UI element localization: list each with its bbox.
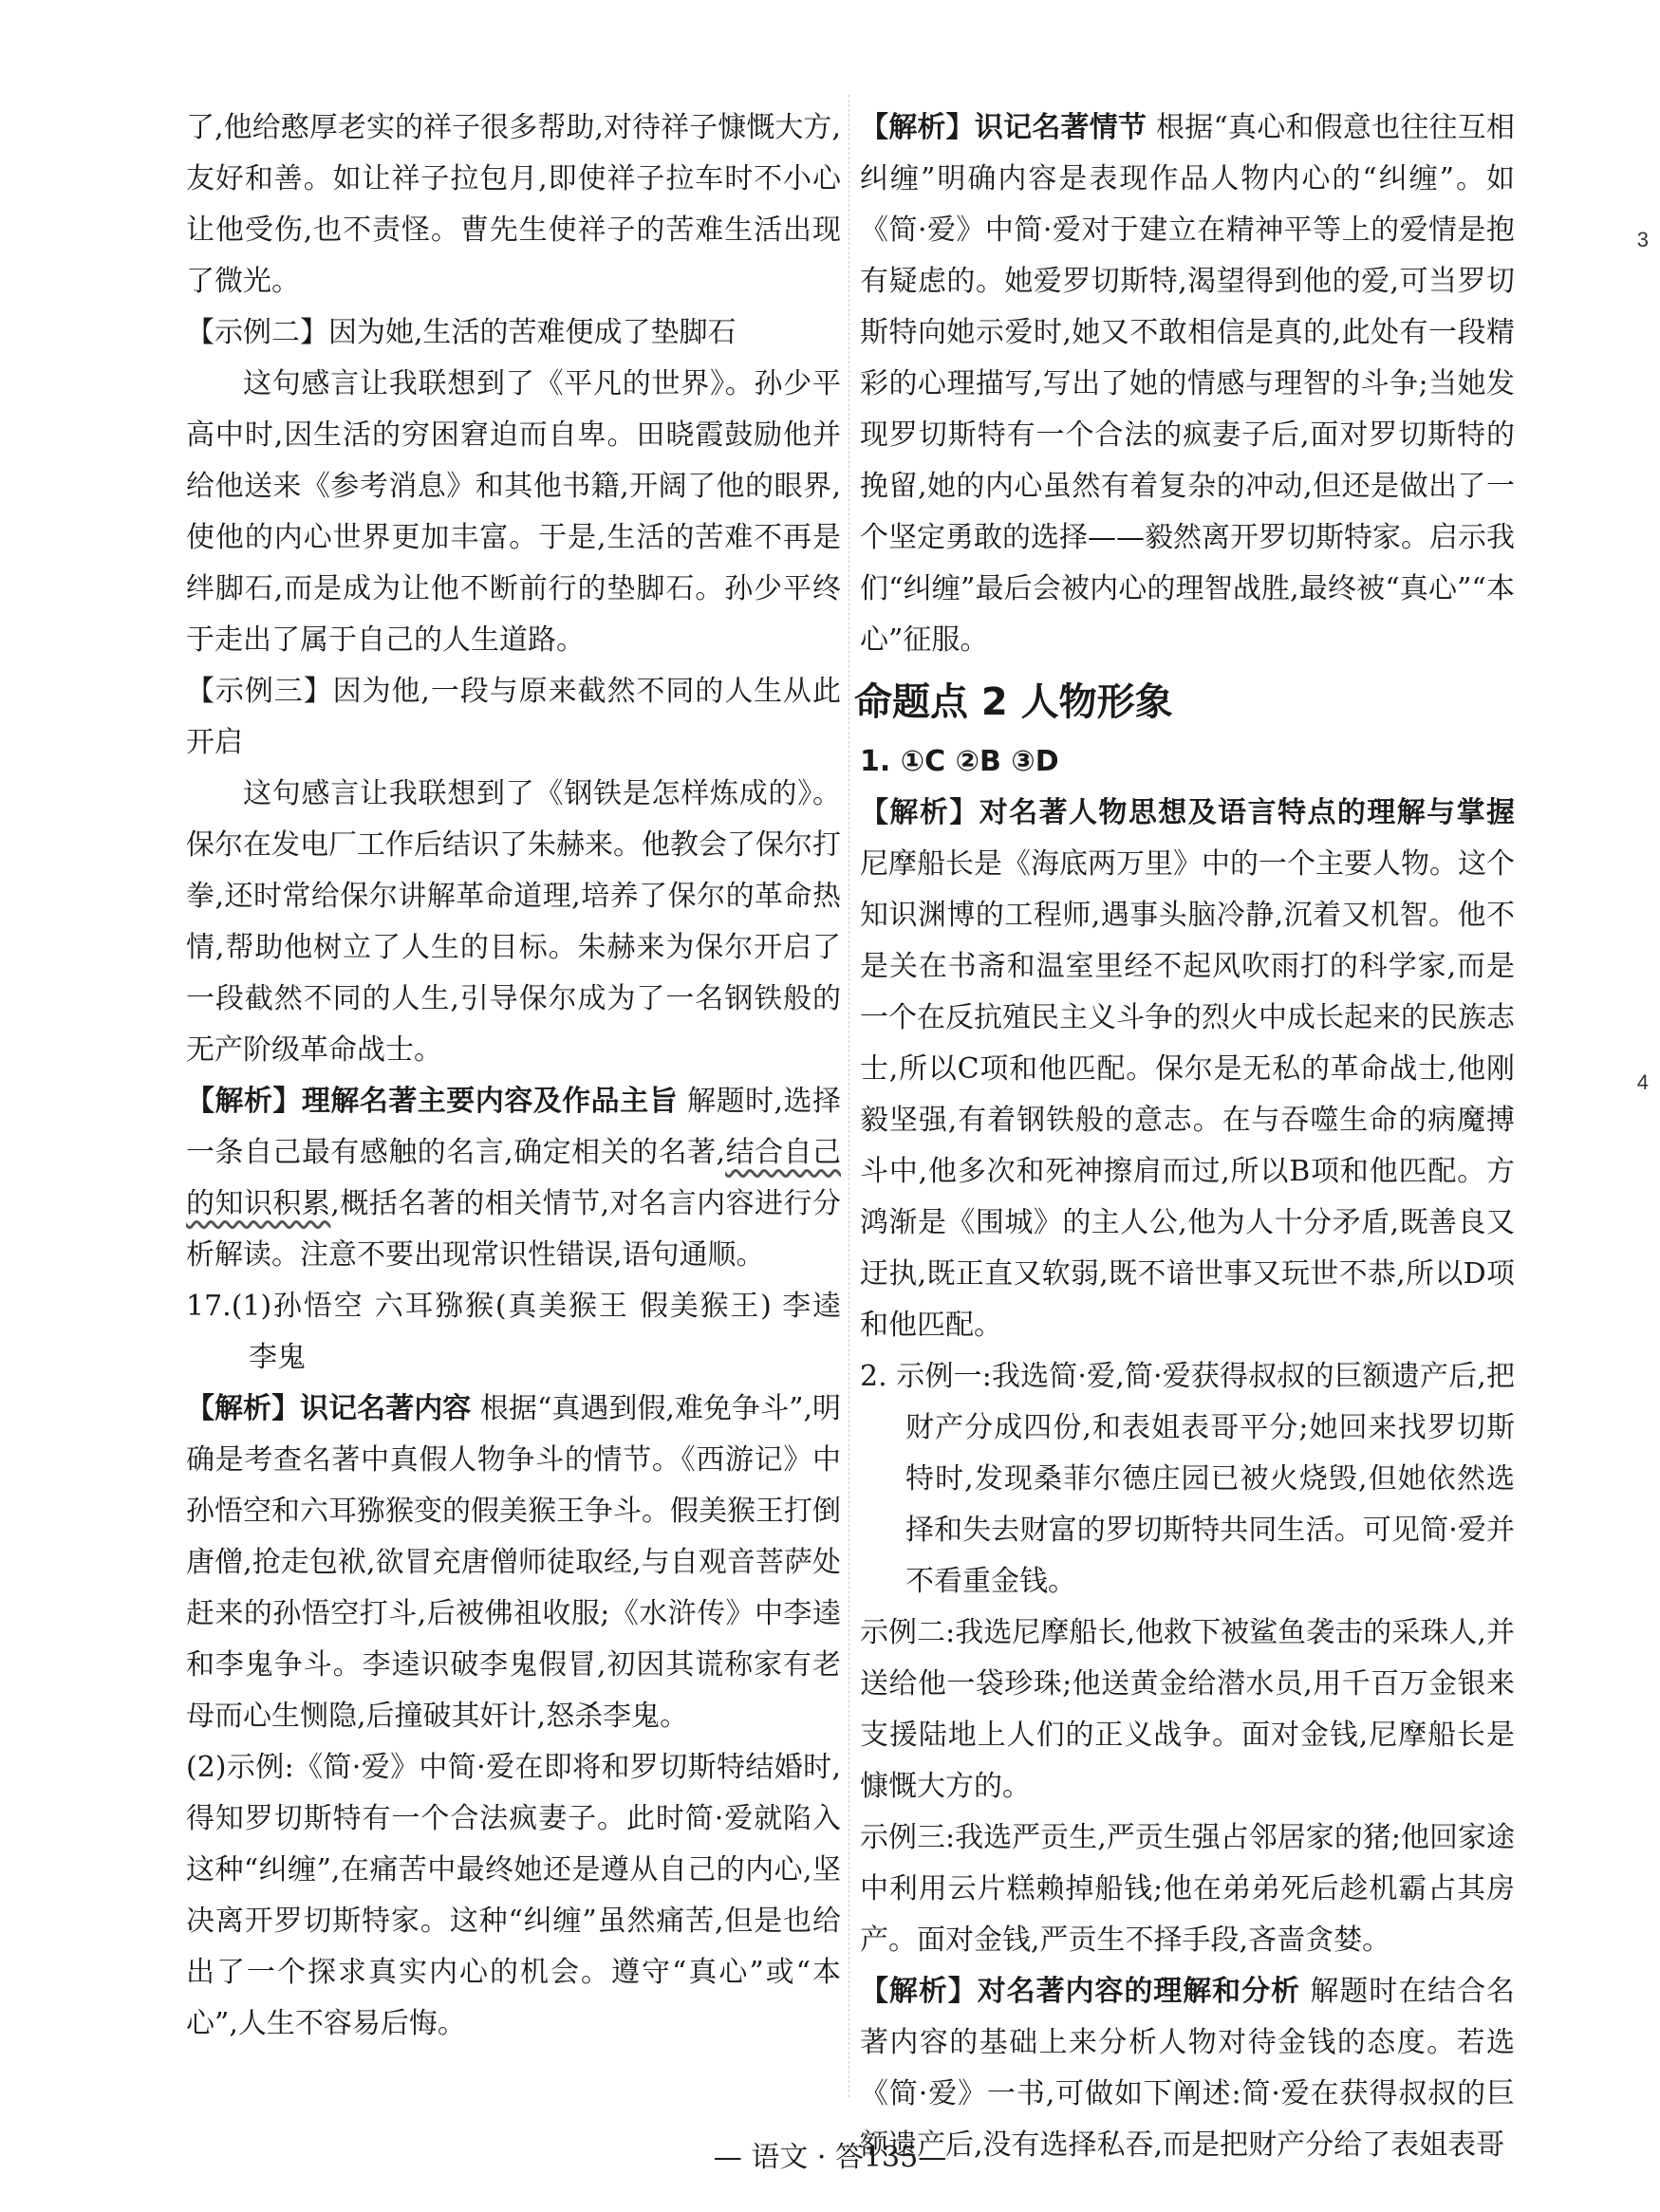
analysis-heading: 对名著内容的理解和分析 (977, 1975, 1300, 2008)
analysis-text: 解题时在结合名著内容的基础上来分析人物对待金钱的态度。若选《简·爱》一书,可做如下阐述:简·爱在获得叔叔的巨额遗产后,没有选择私吞,而是把财产分给了表姐表哥 (860, 1975, 1515, 2162)
analysis-heading: 理解名著主要内容及作品主旨 (301, 1085, 679, 1118)
analysis-tag: 【解析】 (860, 111, 975, 144)
question-number: 17. (186, 1290, 232, 1323)
analysis-heading: 对名著人物思想及语言特点的理解与掌握 (979, 796, 1516, 829)
analysis-text: ,概括名著的相关情节,对名言内容进行分析解读。注意不要出现常识性错误,语句通顺。 (186, 1187, 841, 1272)
question-17-answer (186, 1281, 841, 1384)
analysis-text: 根据“真遇到假,难免争斗”,明确是考查名著中真假人物争斗的情节。《西游记》中孙悟空和六耳猕猴变的假美猴王争斗。假美猴王打倒唐僧,抢走包袱,欲冒充唐僧师徒取经,与自观音菩萨处赶来的孙悟空打斗,后被佛祖收服;《水浒传》中李逵和李鬼争斗。李逵识破李鬼假冒,初因其谎称家有老母而心生恻隐,后撞破其奸计,怒杀李鬼。 (186, 1392, 842, 1733)
question-1-answer: 1. ①C ②B ③D (860, 745, 1059, 778)
page-footer: — 语文 · 答135— (713, 2141, 947, 2174)
paragraph: 这句感言让我联想到了《平凡的世界》。孙少平高中时,因生活的穷困窘迫而自卑。田晓霞鼓励他并给他送来《参考消息》和其他书籍,开阔了他的眼界,使他的内心世界更加丰富。于是,生活的苦难不再是绊脚石,而是成为让他不断前行的垫脚石。孙少平终于走出了属于自己的人生道路。 (186, 367, 841, 657)
question-2-example-3: 示例三:我选严贡生,严贡生强占邻居家的猪;他回家途中利用云片糕赖掉船钱;他在弟弟死后趁机霸占其房产。面对金钱,严贡生不择手段,吝啬贪婪。 (860, 1821, 1515, 1957)
right-column (854, 102, 1516, 2171)
analysis-emphasis: 结合自己的知识积累 (186, 1136, 842, 1220)
analysis-heading: 识记名著情节 (974, 111, 1147, 144)
analysis-block (186, 1076, 841, 1281)
analysis-tag: 【解析】 (186, 1392, 301, 1425)
question-2-example-2: 示例二:我选尼摩船长,他救下被鲨鱼袭击的采珠人,并送给他一袋珍珠;他送黄金给潜水员,用千百万金银来支援陆地上人们的正义战争。面对金钱,尼摩船长是慷慨大方的。 (860, 1616, 1515, 1803)
paragraph: 这句感言让我联想到了《钢铁是怎样炼成的》。保尔在发电厂工作后结识了朱赫来。他教会了保尔打拳,还时常给保尔讲解革命道理,培养了保尔的革命热情,帮助他树立了人生的目标。朱赫来为保尔开启了一段截然不同的人生,引导保尔成为了一名钢铁般的无产阶级革命战士。 (186, 777, 841, 1067)
analysis-heading: 识记名著内容 (300, 1392, 472, 1425)
question-2-example-1: 2. 示例一:我选简·爱,简·爱获得叔叔的巨额遗产后,把财产分成四份,和表姐表哥平分;她回来找罗切斯特时,发现桑菲尔德庄园已被火烧毁,但她依然选择和失去财富的罗切斯特共同生活。可见简·爱并不看重金钱。 (860, 1360, 1515, 1598)
left-column (186, 102, 841, 2050)
paragraph: (2)示例:《简·爱》中简·爱在即将和罗切斯特结婚时,得知罗切斯特有一个合法疯妻子。此时简·爱就陷入这种“纠缠”,在痛苦中最终她还是遵从自己的内心,坚决离开罗切斯特家。这种“纠缠”虽然痛苦,但是也给出了一个探求真实内心的机会。遵守“真心”或“本心”,人生不容易后悔。 (186, 1751, 841, 2040)
analysis-tag: 【解析】 (860, 1975, 978, 2008)
section-title: 命题点 2 人物形象 (854, 680, 1173, 724)
example-two-title: 【示例二】因为她,生活的苦难便成了垫脚石 (186, 316, 737, 349)
paragraph: 了,他给憨厚老实的祥子很多帮助,对待祥子慷慨大方,友好和善。如让祥子拉包月,即使祥子拉车时不小心让他受伤,也不责怪。曹先生使祥子的苦难生活出现了微光。 (186, 111, 841, 298)
analysis-block (860, 788, 1515, 1351)
answer-text: (1)孙悟空 六耳猕猴(真美猴王 假美猴王) 李逵 李鬼 (231, 1290, 841, 1374)
analysis-tag: 【解析】 (860, 796, 979, 829)
margin-number: 3 (1636, 228, 1649, 251)
analysis-tag: 【解析】 (186, 1085, 302, 1118)
analysis-block (860, 102, 1515, 666)
analysis-text: 解题时,选择一条自己最有感触的名言,确定相关的名著, (186, 1085, 842, 1169)
analysis-text: 根据“真心和假意也往往互相纠缠”明确内容是表现作品人物内心的“纠缠”。如《简·爱》中简·爱对于建立在精神平等上的爱情是抱有疑虑的。她爱罗切斯特,渴望得到他的爱,可当罗切斯特向她示爱时,她又不敢相信是真的,此处有一段精彩的心理描写,写出了她的情感与理智的斗争;当她发现罗切斯特有一个合法的疯妻子后,面对罗切斯特的挽留,她的内心虽然有着复杂的冲动,但还是做出了一个坚定勇敢的选择——毅然离开罗切斯特家。启示我们“纠缠”最后会被内心的理智战胜,最终被“真心”“本心”征服。 (860, 111, 1516, 657)
example-three-title: 【示例三】因为他,一段与原来截然不同的人生从此开启 (186, 675, 841, 759)
analysis-block (186, 1384, 841, 1742)
margin-number: 4 (1636, 1070, 1649, 1094)
analysis-text: 尼摩船长是《海底两万里》中的一个主要人物。这个知识渊博的工程师,遇事头脑冷静,沉着又机智。他不是关在书斋和温室里经不起风吹雨打的科学家,而是一个在反抗殖民主义斗争的烈火中成长起来的民族志士,所以C项和他匹配。保尔是无私的革命战士,他刚毅坚强,有着钢铁般的意志。在与吞噬生命的病魔搏斗中,他多次和死神擦肩而过,所以B项和他匹配。方鸿渐是《围城》的主人公,他为人十分矛盾,既善良又迂执,既正直又软弱,既不谙世事又玩世不恭,所以D项和他匹配。 (860, 847, 1515, 1342)
